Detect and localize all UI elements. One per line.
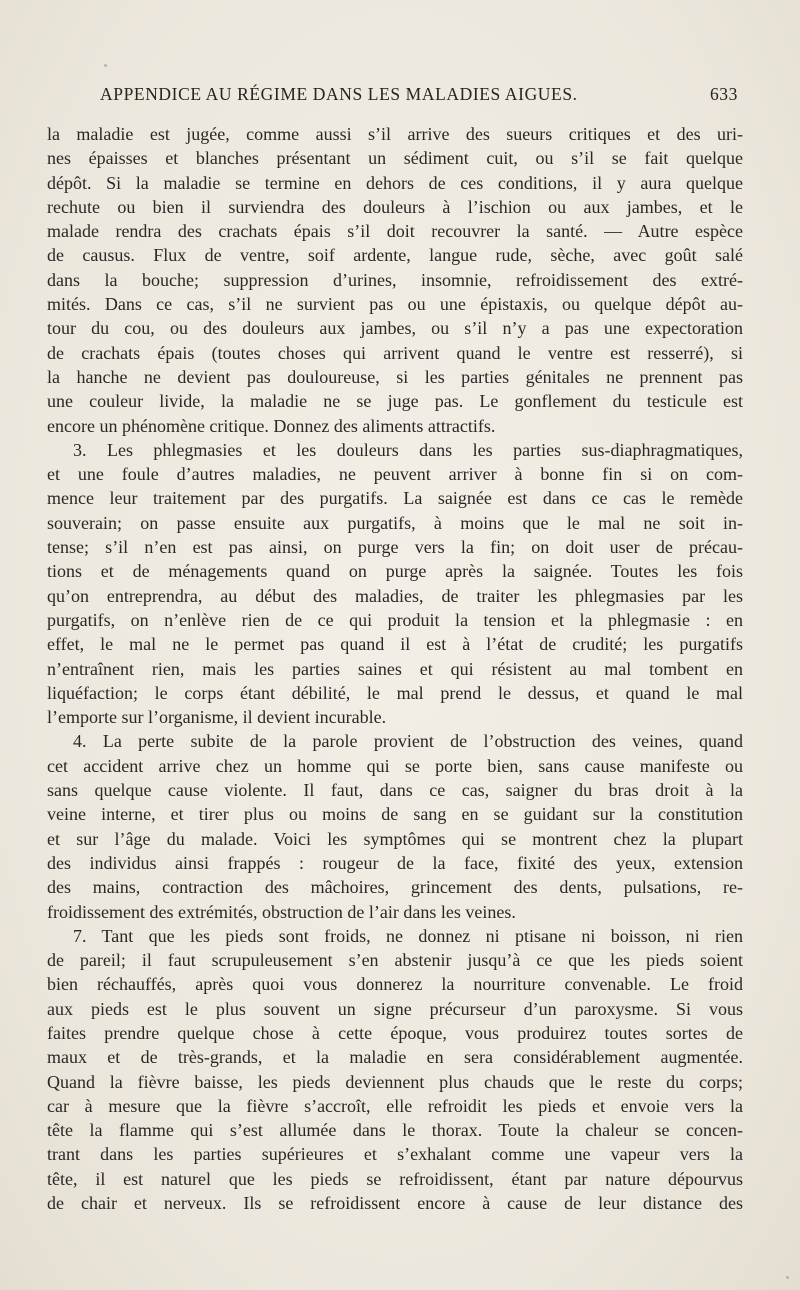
text-line: des mains, contraction des mâchoires, grincement des dents, pulsations, re- — [47, 877, 743, 898]
text-line: tions et de ménagements quand on purge après la saignée. Toutes les fois — [47, 561, 743, 582]
text-line: malade rendra des crachats épais s’il doit recouvrer la santé. — Autre espèce — [47, 221, 743, 242]
running-title: APPENDICE AU RÉGIME DANS LES MALADIES AIGUES. — [100, 84, 578, 104]
text-line: purgatifs, on n’enlève rien de ce qui produit la tension et la phlegmasie : en — [47, 609, 743, 630]
page-number: 633 — [709, 84, 738, 104]
paper-speck — [104, 64, 107, 67]
text-line: encore un phénomène critique. Donnez des aliments attractifs. — [47, 415, 496, 436]
text-line — [47, 1215, 743, 1239]
text-line: trant dans les parties supérieures et s’exhalant comme une vapeur vers la — [47, 1144, 743, 1165]
text-line: froidissement des extrémités, obstruction de l’air dans les veines. — [47, 901, 516, 922]
text-line: la maladie est jugée, comme aussi s’il arrive des sueurs critiques et des uri- — [47, 124, 743, 144]
text-line: tête, il est naturel que les pieds se refroidissent, étant par nature dépourvus — [47, 1168, 743, 1189]
text-line: tour du cou, ou des douleurs aux jambes, ou s’il n’y a pas une expectoration — [47, 318, 743, 339]
text-line: tête la flamme qui s’est allumée dans le thorax. Toute la chaleur se concen- — [47, 1120, 743, 1141]
paper-speck — [786, 1276, 789, 1279]
text-line: de crachats épais (toutes choses qui arrivent quand le ventre est resserré), si — [47, 342, 743, 363]
body-text — [47, 122, 743, 1240]
text-line: car à mesure que la fièvre s’accroît, elle refroidit les pieds et envoie vers la — [47, 1095, 743, 1116]
text-line: 7. Tant que les pieds sont froids, ne donnez ni ptisane ni boisson, ni rien — [73, 925, 743, 946]
text-line: souverain; on passe ensuite aux purgatifs, à moins que le mal ne soit in- — [47, 512, 743, 533]
text-line: de chair et nerveux. Ils se refroidissent encore à cause de leur distance des — [47, 1193, 743, 1214]
text-line: liquéfaction; le corps étant débilité, le mal prend le dessus, et quand le mal — [47, 682, 743, 703]
text-line: de pareil; il faut scrupuleusement s’en abstenir jusqu’à ce que les pieds soient — [47, 950, 743, 971]
text-line: 3. Les phlegmasies et les douleurs dans les parties sus-diaphragmatiques, — [73, 439, 743, 460]
text-line: nes épaisses et blanches présentant un sédiment cuit, ou s’il se fait quelque — [47, 148, 743, 169]
text-line: et sur l’âge du malade. Voici les symptômes qui se montrent chez la plupart — [47, 828, 743, 849]
text-line: une couleur livide, la maladie ne se juge pas. Le gonflement du testicule est — [47, 391, 743, 412]
text-line: de causus. Flux de ventre, soif ardente, langue rude, sèche, avec goût salé — [47, 245, 743, 266]
text-line: mités. Dans ce cas, s’il ne survient pas ou une épistaxis, ou quelque dépôt au- — [47, 294, 743, 315]
text-line: qu’on entreprendra, au début des maladies, de traiter les phlegmasies par les — [47, 585, 743, 606]
text-line: effet, le mal ne le permet pas quand il est à l’état de crudité; les purgatifs — [47, 634, 743, 655]
text-line: dépôt. Si la maladie se termine en dehors de ces conditions, il y aura quelque — [47, 172, 743, 193]
text-line: tense; s’il n’en est pas ainsi, on purge vers la fin; on doit user de précau- — [47, 537, 743, 558]
text-line: la hanche ne devient pas douloureuse, si les parties génitales ne prennent pas — [47, 366, 743, 387]
text-line: rechute ou bien il surviendra des douleurs à l’ischion ou aux jambes, et le — [47, 196, 743, 217]
text-line: n’entraînent rien, mais les parties saines et qui résistent au mal tombent en — [47, 658, 743, 679]
text-line: dans la bouche; suppression d’urines, insomnie, refroidissement des extré- — [47, 269, 743, 290]
text-line: et une foule d’autres maladies, ne peuvent arriver à bonne fin si on com- — [47, 464, 743, 485]
text-line: bien réchauffés, après quoi vous donnerez la nourriture convenable. Le froid — [47, 974, 743, 995]
page-header — [100, 84, 740, 114]
text-line: maux et de très-grands, et la maladie en sera considérablement augmentée. — [47, 1047, 743, 1068]
text-line: aux pieds est le plus souvent un signe précurseur d’un paroxysme. Si vous — [47, 998, 743, 1019]
text-line: faites prendre quelque chose à cette époque, vous produirez toutes sortes de — [47, 1022, 743, 1043]
text-line: 4. La perte subite de la parole provient de l’obstruction des veines, quand — [73, 731, 743, 752]
text-line: des individus ainsi frappés : rougeur de la face, fixité des yeux, extension — [47, 852, 743, 873]
text-line: veine interne, et tirer plus ou moins de sang en se guidant sur la constitution — [47, 804, 743, 825]
text-line: cet accident arrive chez un homme qui se porte bien, sans cause manifeste ou — [47, 755, 743, 776]
text-line: sans quelque cause violente. Il faut, dans ce cas, saigner du bras droit à la — [47, 780, 743, 801]
text-line: mence leur traitement par des purgatifs. La saignée est dans ce cas le remède — [47, 488, 743, 509]
text-line: Quand la fièvre baisse, les pieds deviennent plus chauds que le reste du corps; — [47, 1071, 743, 1092]
text-line: l’emporte sur l’organisme, il devient incurable. — [47, 707, 387, 728]
